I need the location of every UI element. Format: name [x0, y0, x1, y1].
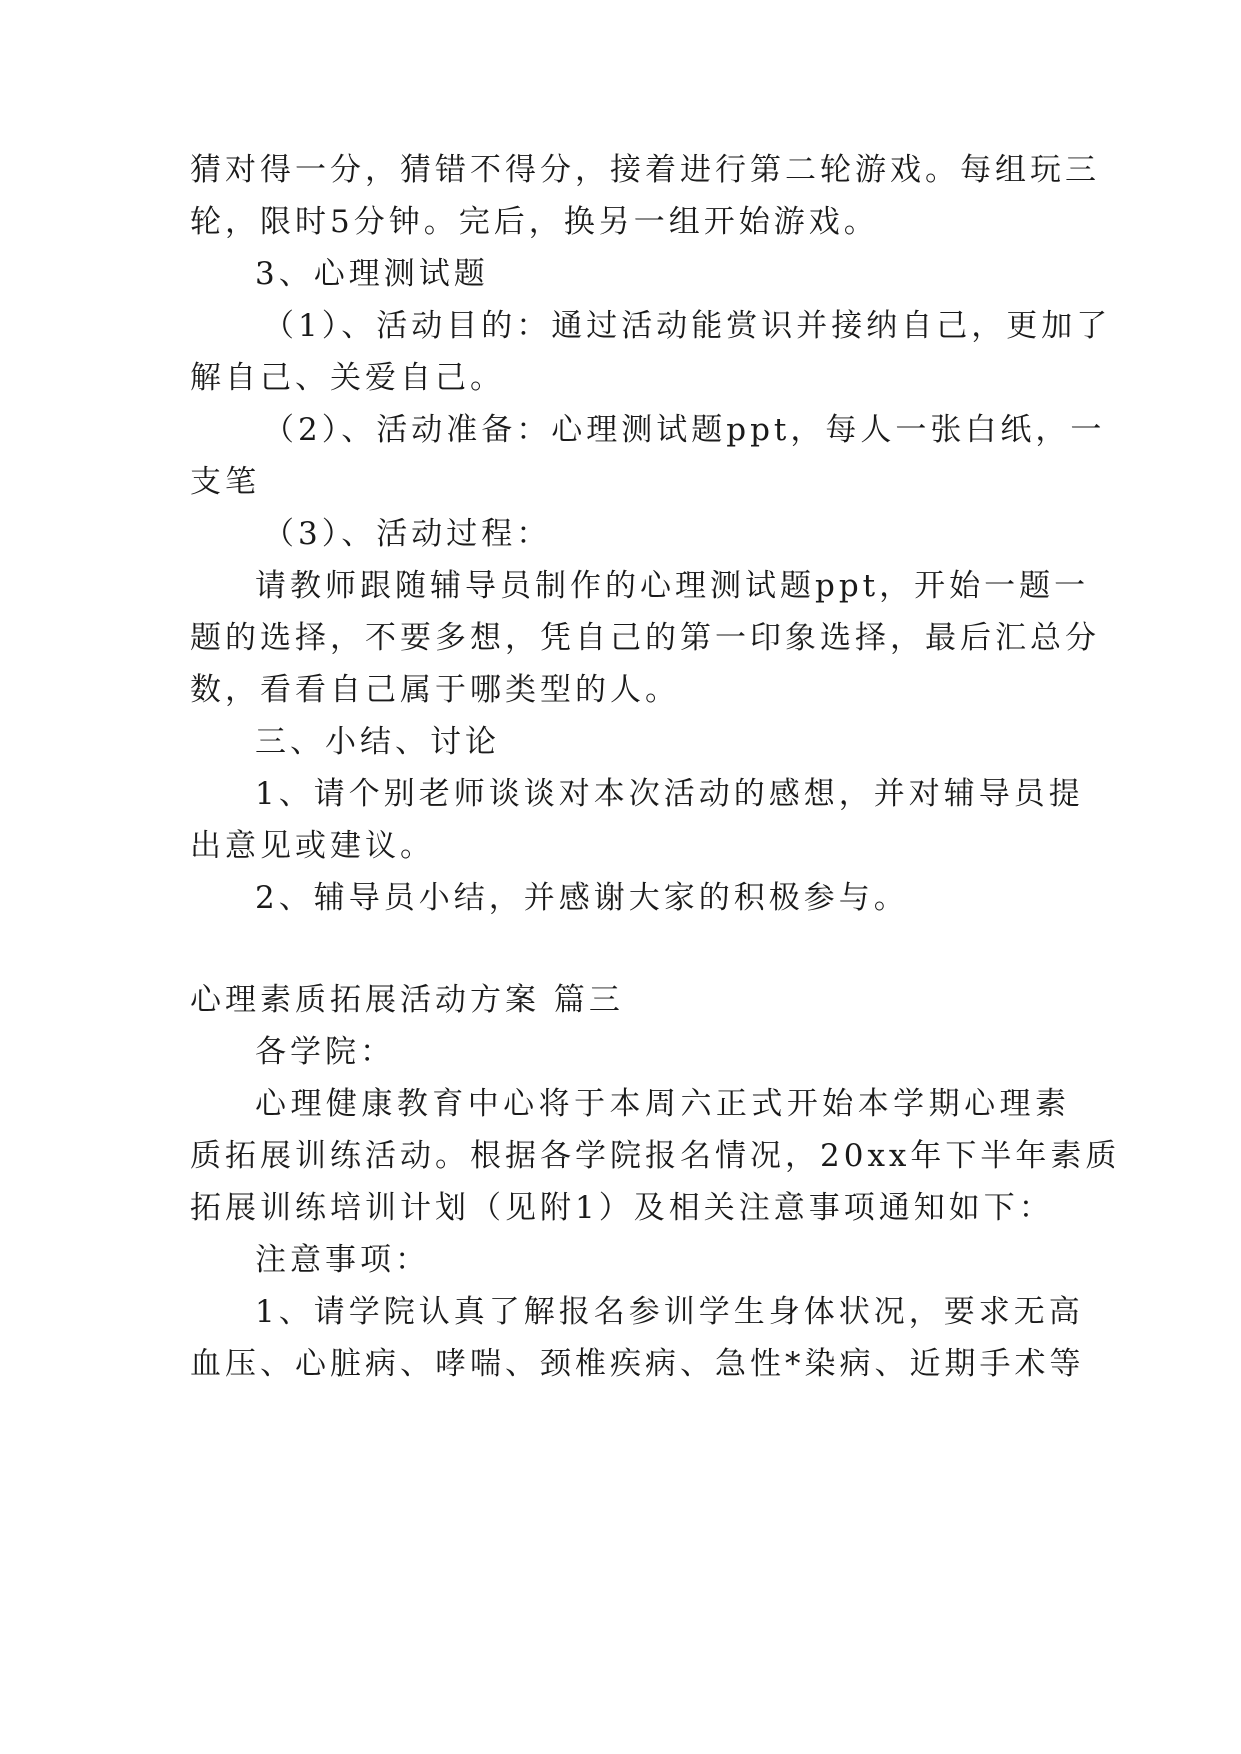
paragraph-line: 出意见或建议。: [190, 828, 435, 864]
paragraph-line: 轮，限时5分钟。完后，换另一组开始游戏。: [190, 204, 879, 240]
paragraph-line: 质拓展训练活动。根据各学院报名情况，20xx年下半年素质: [190, 1138, 1121, 1174]
paragraph-line: 2、辅导员小结，并感谢大家的积极参与。: [255, 880, 909, 916]
paragraph-line: （3）、活动过程：: [263, 516, 552, 552]
paragraph-line: 请教师跟随辅导员制作的心理测试题ppt，开始一题一: [255, 568, 1090, 604]
paragraph-line: 心理健康教育中心将于本周六正式开始本学期心理素: [255, 1086, 1070, 1122]
paragraph-line: 数，看看自己属于哪类型的人。: [190, 672, 680, 708]
paragraph-line: 血压、心脏病、哮喘、颈椎疾病、急性*染病、近期手术等: [190, 1346, 1085, 1382]
paragraph-line: 拓展训练培训计划（见附1）及相关注意事项通知如下：: [190, 1190, 1054, 1226]
article-title: 心理素质拓展活动方案 篇三: [190, 982, 624, 1018]
paragraph-line: 1、请个别老师谈谈对本次活动的感想，并对辅导员提: [255, 776, 1084, 812]
paragraph-line: 题的选择，不要多想，凭自己的第一印象选择，最后汇总分: [190, 620, 1100, 656]
paragraph-line: 解自己、关爱自己。: [190, 360, 505, 396]
paragraph-line: （2）、活动准备：心理测试题ppt，每人一张白纸，一: [263, 412, 1106, 448]
section-heading: 3、心理测试题: [255, 256, 489, 292]
section-heading: 三、小结、讨论: [255, 724, 500, 760]
section-heading: 注意事项：: [255, 1242, 430, 1278]
paragraph-line: （1）、活动目的：通过活动能赏识并接纳自己，更加了: [263, 308, 1112, 344]
paragraph-line: 猜对得一分，猜错不得分，接着进行第二轮游戏。每组玩三: [190, 152, 1100, 188]
paragraph-line: 1、请学院认真了解报名参训学生身体状况，要求无高: [255, 1294, 1084, 1330]
salutation: 各学院：: [255, 1034, 395, 1070]
paragraph-line: 支笔: [190, 464, 260, 500]
